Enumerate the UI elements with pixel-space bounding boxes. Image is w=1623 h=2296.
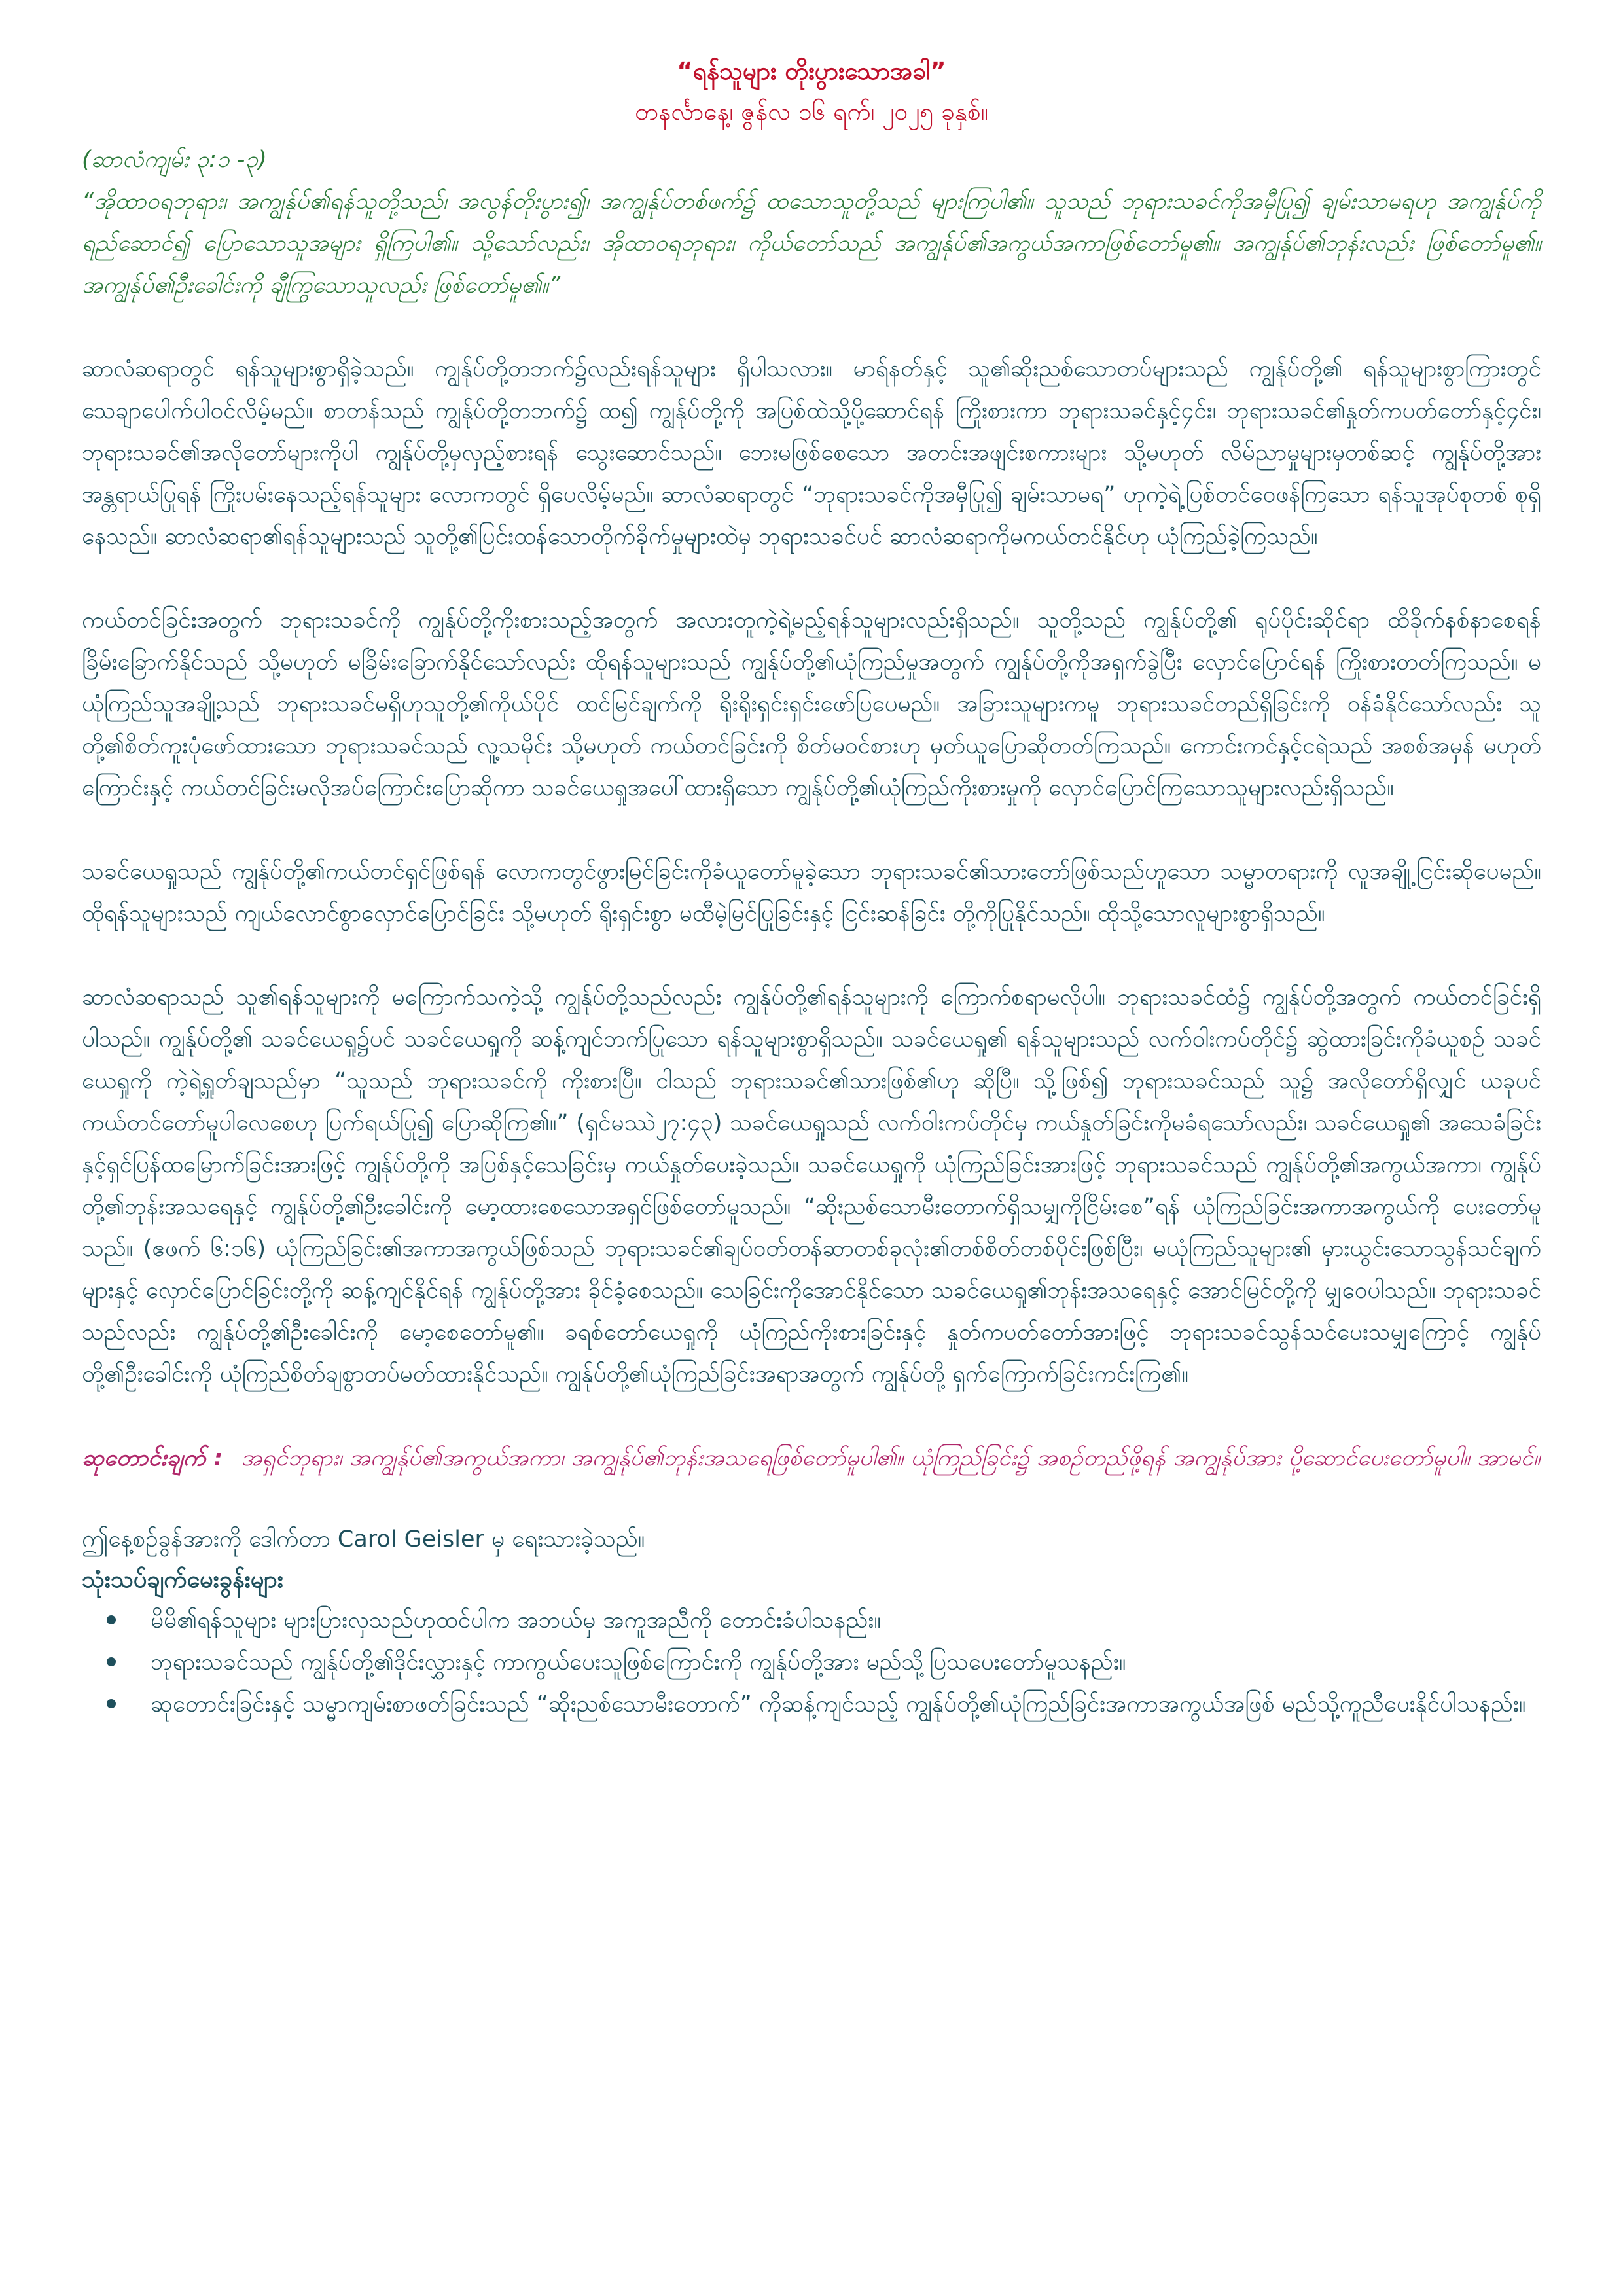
question-item	[101, 1641, 1541, 1683]
questions-list	[82, 1600, 1541, 1725]
body-paragraph-2: ကယ်တင်ခြင်းအတွက် ဘုရားသခင်ကို ကျွန်ုပ်တို့ကိုးစားသည့်အတွက် အလားတူကဲ့ရဲ့မည့်ရန်သူများလည်းရှိသည်။ သူတို့သည် ကျွန်ုပ်တို့၏ ရုပ်ပိုင်းဆိုင်ရာ ထိခိုက်နစ်နာစေရန် ခြိမ်းခြောက်နိုင်သည် သို့မဟုတ် မခြိမ်းခြောက်နိုင်သော်လည်း ထိုရန်သူများသည် ကျွန်ုပ်တို့၏ယုံကြည်မှုအတွက် ကျွန်ုပ်တို့ကိုအရှက်ခွဲပြီး လှောင်ပြောင်ရန် ကြိုးစားတတ်ကြသည်။ မယုံကြည်သူအချို့သည် ဘုရားသခင်မရှိဟုသူတို့၏ကိုယ်ပိုင် ထင်မြင်ချက်ကို ရိုးရိုးရှင်းရှင်းဖော်ပြပေမည်။ အခြားသူများကမူ ဘုရားသခင်တည်ရှိခြင်းကို ဝန်ခံနိုင်သော်လည်း သူတို့၏စိတ်ကူးပုံဖော်ထားသော ဘုရားသခင်သည် လူ့သမိုင်း သို့မဟုတ် ကယ်တင်ခြင်းကို စိတ်မဝင်စားဟု မှတ်ယူပြောဆိုတတ်ကြသည်။ ကောင်းကင်နှင့်ငရဲသည် အစစ်အမှန် မဟုတ်ကြောင်းနှင့် ကယ်တင်ခြင်းမလိုအပ်ကြောင်းပြောဆိုကာ သခင်ယေရှုအပေါ်ထားရှိသော ကျွန်ုပ်တို့၏ယုံကြည်ကိုးစားမှုကို လှောင်ပြောင်ကြသောသူများလည်းရှိသည်။	[82, 607, 1541, 801]
question-text: ဆုတောင်းခြင်းနှင့် သမ္မာကျမ်းစာဖတ်ခြင်းသည် “ဆိုးညစ်သောမီးတောက်” ကိုဆန့်ကျင်သည့် ကျွန်ုပ်တို့၏ယုံကြည်ခြင်းအကာအကွယ်အဖြစ် မည်သို့ကူညီပေးနိုင်ပါသနည်း။	[151, 1691, 1526, 1717]
body-paragraph-1: ဆာလံဆရာတွင် ရန်သူများစွာရှိခဲ့သည်။ ကျွန်ုပ်တို့တဘက်၌လည်းရန်သူများ ရှိပါသလား။ မာရ်နတ်နှင့် သူ၏ဆိုးညစ်သောတပ်များသည် ကျွန်ုပ်တို့၏ ရန်သူများစွာကြားတွင်သေချာပေါက်ပါဝင်လိမ့်မည်။ စာတန်သည် ကျွန်ုပ်တို့တဘက်၌ ထ၍ ကျွန်ုပ်တို့ကို အပြစ်ထဲသို့ပို့ဆောင်ရန် ကြိုးစားကာ ဘုရားသခင်နှင့်၄င်း၊ ဘုရားသခင်၏နှုတ်ကပတ်တော်နှင့်၄င်း၊ ဘုရားသခင်၏အလိုတော်များကိုပါ ကျွန်ုပ်တို့မှလှည့်စားရန် သွေးဆောင်သည်။ ဘေးမဖြစ်စေသော အတင်းအဖျင်းစကားများ သို့မဟုတ် လိမ်ညာမှုများမှတစ်ဆင့် ကျွန်ုပ်တို့အား အန္တရာယ်ပြုရန် ကြိုးပမ်းနေသည့်ရန်သူများ လောကတွင် ရှိပေလိမ့်မည်။ ဆာလံဆရာတွင် “ဘုရားသခင်ကိုအမှီပြု၍ ချမ်းသာမရ” ဟုကဲ့ရဲ့ပြစ်တင်ဝေဖန်ကြသော ရန်သူအုပ်စုတစ် စုရှိနေသည်။ ဆာလံဆရာ၏ရန်သူများသည် သူတို့၏ပြင်းထန်သောတိုက်ခိုက်မှုများထဲမှ ဘုရားသခင်ပင် ဆာလံဆရာကိုမကယ်တင်နိုင်ဟု ယုံကြည်ခဲ့ကြသည်။	[82, 356, 1541, 550]
body-paragraph-3: သခင်ယေရှုသည် ကျွန်ုပ်တို့၏ကယ်တင်ရှင်ဖြစ်ရန် လောကတွင်ဖွားမြင်ခြင်းကိုခံယူတော်မူခဲ့သော ဘုရားသခင်၏သားတော်ဖြစ်သည်ဟူသော သမ္မာတရားကို လူအချို့ငြင်းဆိုပေမည်။ ထိုရန်သူများသည် ကျယ်လောင်စွာလှောင်ပြောင်ခြင်း သို့မဟုတ် ရိုးရှင်းစွာ မထီမဲ့မြင်ပြုခြင်းနှင့် ငြင်းဆန်ခြင်း တို့ကိုပြုနိုင်သည်။ ထိုသို့သောလူများစွာရှိသည်။	[82, 859, 1541, 927]
prayer-label: ဆုတောင်းချက် :	[82, 1445, 223, 1471]
author-credit: ဤနေ့စဉ်ခွန်အားကို ဒေါက်တာ Carol Geisler မှ ရေးသားခဲ့သည်။	[82, 1526, 645, 1552]
questions-heading: သုံးသပ်ချက်မေးခွန်းများ	[82, 1566, 283, 1593]
scripture-reference: (ဆာလံကျမ်း ၃:၁ -၃)	[82, 147, 267, 173]
question-item	[101, 1600, 1541, 1641]
bullet-icon	[107, 1657, 116, 1666]
prayer-text: အရှင်ဘုရား၊ အကျွန်ုပ်၏အကွယ်အကာ၊ အကျွန်ုပ်၏ဘုန်းအသရေဖြစ်တော်မူပါ၏။ ယုံကြည်ခြင်း၌ အစဉ်တည်ဖို့ရန် အကျွန်ုပ်အား ပို့ဆောင်ပေးတော်မူပါ။ အာမင်။	[241, 1445, 1541, 1471]
page-title: “ရန်သူများ တိုးပွားသောအခါ”	[677, 57, 946, 85]
question-text: ဘုရားသခင်သည် ကျွန်ုပ်တို့၏ဒိုင်းလွှားနှင့် ကာကွယ်ပေးသူဖြစ်ကြောင်းကို ကျွန်ုပ်တို့အား မည်သို့ပြသပေးတော်မူသနည်း။	[151, 1649, 1126, 1676]
question-item	[101, 1683, 1541, 1725]
body-paragraph-4: ဆာလံဆရာသည် သူ၏ရန်သူများကို မကြောက်သကဲ့သို့ ကျွန်ုပ်တို့သည်လည်း ကျွန်ုပ်တို့၏ရန်သူများကို ကြောက်စရာမလိုပါ။ ဘုရားသခင်ထံ၌ ကျွန်ုပ်တို့အတွက် ကယ်တင်ခြင်းရှိပါသည်။ ကျွန်ုပ်တို့၏ သခင်ယေရှု၌ပင် သခင်ယေရှုကို ဆန့်ကျင်ဘက်ပြုသော ရန်သူများစွာရှိသည်။ သခင်ယေရှု၏ ရန်သူများသည် လက်ဝါးကပ်တိုင်၌ ဆွဲထားခြင်းကိုခံယူစဉ် သခင်ယေရှုကို ကဲ့ရဲ့ရှုတ်ချသည်မှာ “သူသည် ဘုရားသခင်ကို ကိုးစားပြီ။ ငါသည် ဘုရားသခင်၏သားဖြစ်၏ဟု ဆိုပြီ။ သို့ဖြစ်၍ ဘုရားသခင်သည် သူ၌ အလိုတော်ရှိလျှင် ယခုပင် ကယ်တင်တော်မူပါလေစေဟု ပြက်ရယ်ပြု၍ ပြောဆိုကြ၏။” (ရှင်မဿဲ၂၇:၄၃) သခင်ယေရှုသည် လက်ဝါးကပ်တိုင်မှ ကယ်နှုတ်ခြင်းကိုမခံရသော်လည်း၊ သခင်ယေရှု၏ အသေခံခြင်းနှင့်ရှင်ပြန်ထမြောက်ခြင်းအားဖြင့် ကျွန်ုပ်တို့ကို အပြစ်နှင့်သေခြင်းမှ ကယ်နှုတ်ပေးခဲ့သည်။ သခင်ယေရှုကို ယုံကြည်ခြင်းအားဖြင့် ဘုရားသခင်သည် ကျွန်ုပ်တို့၏အကွယ်အကာ၊ ကျွန်ုပ်တို့၏ဘုန်းအသရေနှင့် ကျွန်ုပ်တို့၏ဦးခေါင်းကို မော့ထားစေသောအရှင်ဖြစ်တော်မူသည်။ “ဆိုးညစ်သောမီးတောက်ရှိသမျှကိုငြိမ်းစေ”ရန် ယုံကြည်ခြင်းအကာအကွယ်ကို ပေးတော်မူသည်။ (ဧဖက် ၆:၁၆) ယုံကြည်ခြင်း၏အကာအကွယ်ဖြစ်သည် ဘုရားသခင်၏ချပ်ဝတ်တန်ဆာတစ်ခုလုံး၏တစ်စိတ်တစ်ပိုင်းဖြစ်ပြီး၊ မယုံကြည်သူများ၏ မှားယွင်းသောသွန်သင်ချက်များနှင့် လှောင်ပြောင်ခြင်းတို့ကို ဆန့်ကျင်နိုင်ရန် ကျွန်ုပ်တို့အား ခိုင်ခံ့စေသည်။ သေခြင်းကိုအောင်နိုင်သော သခင်ယေရှု၏ဘုန်းအသရေနှင့် အောင်မြင်တို့ကို မျှဝေပါသည်။ ဘုရားသခင်သည်လည်း ကျွန်ုပ်တို့၏ဦးခေါင်းကို မော့စေတော်မူ၏။ ခရစ်တော်ယေရှုကို ယုံကြည်ကိုးစားခြင်းနှင့် နှုတ်ကပတ်တော်အားဖြင့် ဘုရားသခင်သွန်သင်ပေးသမျှကြောင့် ကျွန်ုပ်တို့၏ဦးခေါင်းကို ယုံကြည်စိတ်ချစွာတပ်မတ်ထားနိုင်သည်။ ကျွန်ုပ်တို့၏ယုံကြည်ခြင်းအရာအတွက် ကျွန်ုပ်တို့ ရှက်ကြောက်ခြင်းကင်းကြ၏။	[82, 984, 1541, 1388]
question-text: မိမိ၏ရန်သူများ များပြားလှသည်ဟုထင်ပါက အဘယ်မှ အကူအညီကို တောင်းခံပါသနည်း။	[151, 1607, 881, 1634]
bullet-icon	[107, 1615, 116, 1624]
scripture-text: “အိုထာဝရဘုရား၊ အကျွန်ုပ်၏ရန်သူတို့သည်၊ အလွန်တိုးပွား၍၊ အကျွန်ုပ်တစ်ဖက်၌ ထသောသူတို့သည် များကြပါ၏။ သူသည် ဘုရားသခင်ကိုအမှီပြု၍ ချမ်းသာမရဟု အကျွန်ုပ်ကိုရည်ဆောင်၍ ပြောသောသူအများ ရှိကြပါ၏။ သို့သော်လည်း၊ အိုထာဝရဘုရား၊ ကိုယ်တော်သည် အကျွန်ုပ်၏အကွယ်အကာဖြစ်တော်မူ၏။ အကျွန်ုပ်၏ဘုန်းလည်း ဖြစ်တော်မူ၏။ အကျွန်ုပ်၏ဦးခေါင်းကို ချီကြွသောသူလည်း ဖြစ်တော်မူ၏။”	[82, 188, 1541, 298]
bullet-icon	[107, 1699, 116, 1708]
prayer	[82, 1437, 1541, 1479]
page-date: တနင်္လာနေ့၊ ဇွန်လ ၁၆ ရက်၊ ၂၀၂၅ ခုနှစ်။	[635, 98, 988, 126]
